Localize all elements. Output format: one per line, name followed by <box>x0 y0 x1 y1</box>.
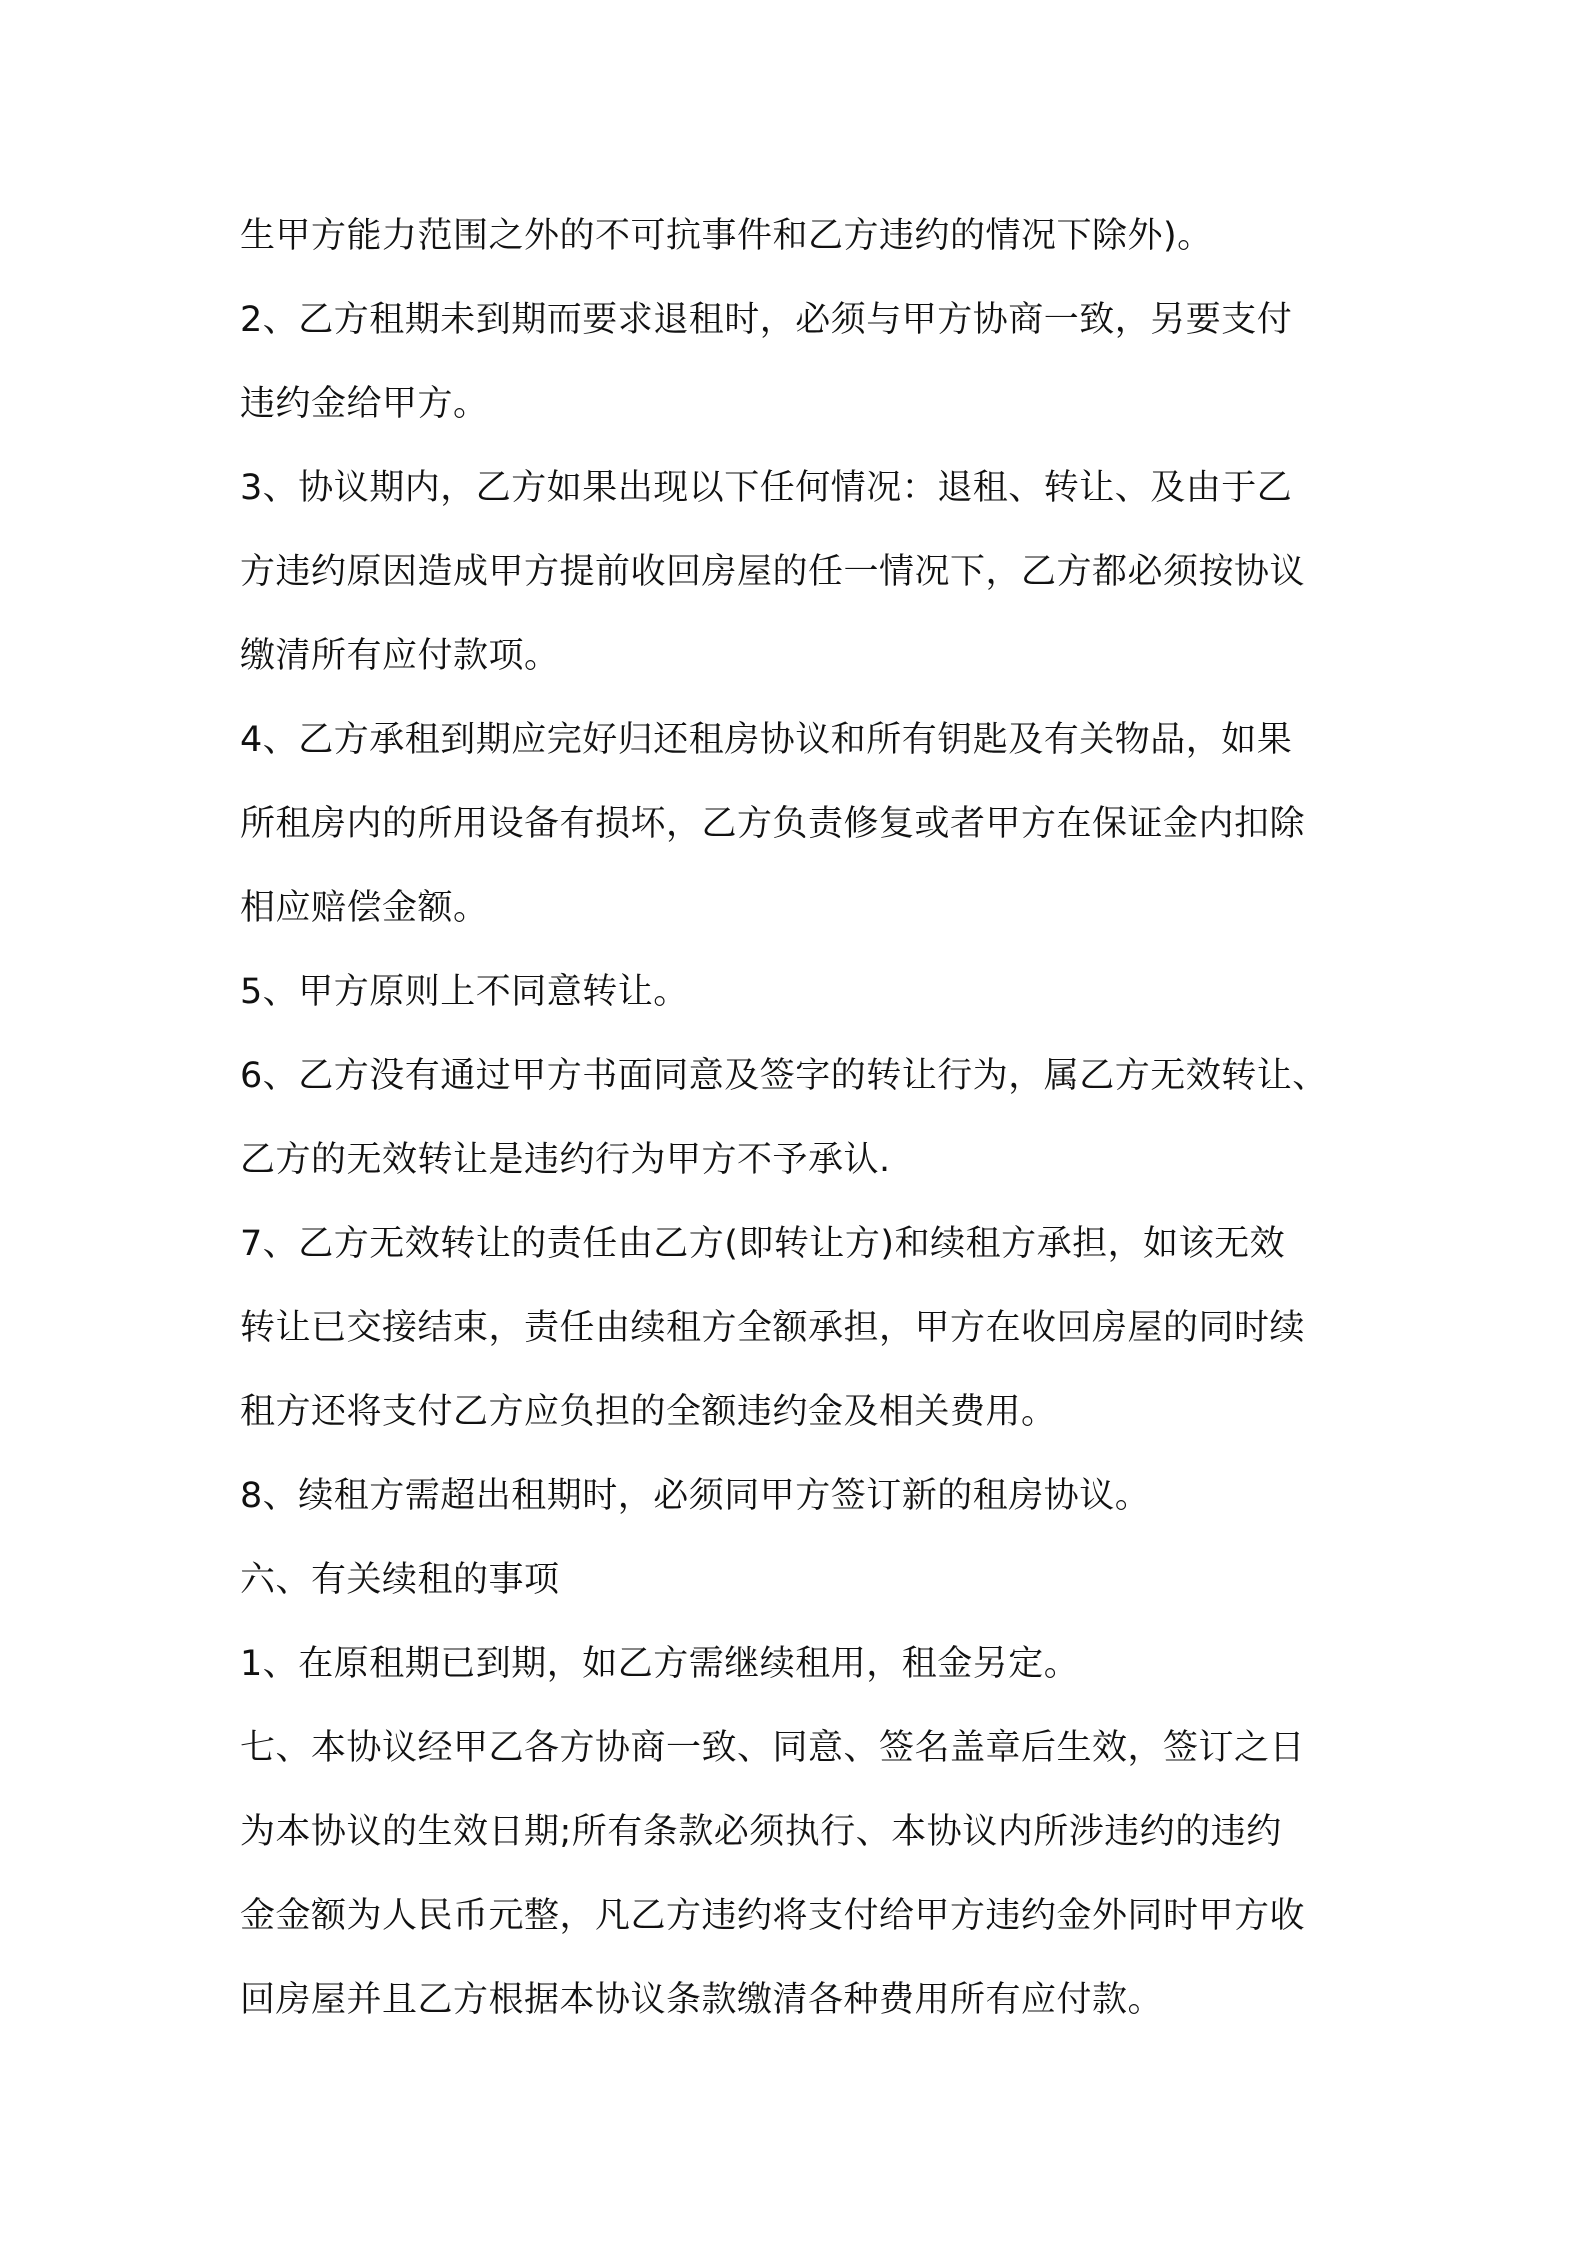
text-line: 3、协议期内，乙方如果出现以下任何情况：退租、转让、及由于乙 <box>240 468 1293 508</box>
text-line: 8、续租方需超出租期时，必须同甲方签订新的租房协议。 <box>240 1476 1151 1516</box>
text-line: 生甲方能力范围之外的不可抗事件和乙方违约的情况下除外)。 <box>240 216 1213 256</box>
text-line: 转让已交接结束，责任由续租方全额承担，甲方在收回房屋的同时续 <box>240 1308 1306 1348</box>
text-line: 6、乙方没有通过甲方书面同意及签字的转让行为，属乙方无效转让、 <box>240 1056 1328 1096</box>
text-line: 乙方的无效转让是违约行为甲方不予承认. <box>240 1140 891 1180</box>
text-line: 租方还将支付乙方应负担的全额违约金及相关费用。 <box>240 1392 1057 1432</box>
text-line: 回房屋并且乙方根据本协议条款缴清各种费用所有应付款。 <box>240 1980 1164 2020</box>
section-heading: 七、本协议经甲乙各方协商一致、同意、签名盖章后生效，签订之日 <box>240 1728 1306 1768</box>
text-line: 金金额为人民币元整，凡乙方违约将支付给甲方违约金外同时甲方收 <box>240 1896 1306 1936</box>
text-line: 5、甲方原则上不同意转让。 <box>240 972 689 1012</box>
text-line: 1、在原租期已到期，如乙方需继续租用，租金另定。 <box>240 1644 1080 1684</box>
text-line: 所租房内的所用设备有损坏，乙方负责修复或者甲方在保证金内扣除 <box>240 804 1306 844</box>
document-body <box>240 194 1360 2042</box>
text-line: 相应赔偿金额。 <box>240 888 489 928</box>
text-line: 缴清所有应付款项。 <box>240 636 560 676</box>
text-line: 4、乙方承租到期应完好归还租房协议和所有钥匙及有关物品，如果 <box>240 720 1293 760</box>
text-line: 为本协议的生效日期;所有条款必须执行、本协议内所涉违约的违约 <box>240 1812 1282 1852</box>
section-heading: 六、有关续租的事项 <box>240 1560 560 1600</box>
text-line: 方违约原因造成甲方提前收回房屋的任一情况下，乙方都必须按协议 <box>240 552 1306 592</box>
text-line: 2、乙方租期未到期而要求退租时，必须与甲方协商一致，另要支付 <box>240 300 1293 340</box>
text-line: 违约金给甲方。 <box>240 384 489 424</box>
text-line: 7、乙方无效转让的责任由乙方(即转让方)和续租方承担，如该无效 <box>240 1224 1286 1264</box>
